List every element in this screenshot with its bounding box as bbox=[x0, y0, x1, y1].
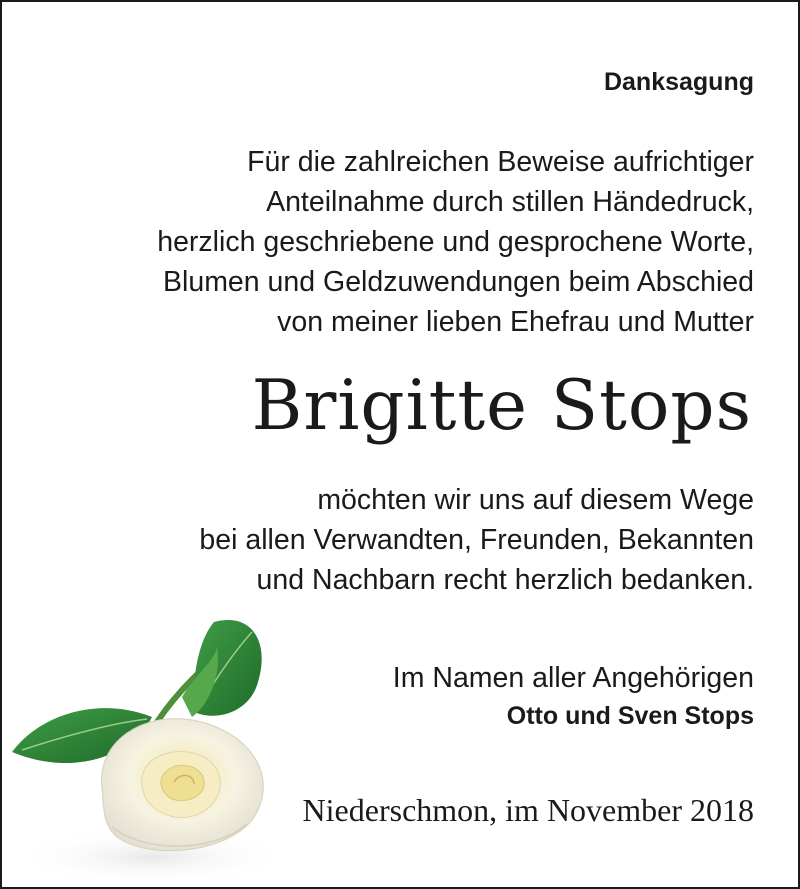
paragraph-line: und Nachbarn recht herzlich bedanken. bbox=[256, 564, 754, 596]
heading: Danksagung bbox=[603, 68, 754, 96]
paragraph-line: Blumen und Geldzuwendungen beim Abschied bbox=[163, 266, 754, 298]
paragraph-line: möchten wir uns auf diesem Wege bbox=[317, 484, 754, 516]
paragraph-line: Für die zahlreichen Beweise aufrichtiger bbox=[247, 146, 754, 178]
thanks-paragraph-2 bbox=[199, 480, 754, 600]
place-date: Niederschmon, im November 2018 bbox=[302, 792, 754, 828]
signature-intro: Im Namen aller Angehörigen bbox=[392, 662, 754, 694]
white-rose-icon bbox=[2, 602, 302, 888]
deceased-name: Brigitte Stops bbox=[251, 366, 752, 446]
paragraph-line: von meiner lieben Ehefrau und Mutter bbox=[277, 306, 754, 338]
paragraph-line: bei allen Verwandten, Freunden, Bekannten bbox=[199, 524, 754, 556]
paragraph-line: herzlich geschriebene und gesprochene Worte, bbox=[157, 226, 754, 258]
thanks-paragraph-1 bbox=[157, 142, 754, 342]
signature-names: Otto und Sven Stops bbox=[506, 702, 754, 730]
paragraph-line: Anteilnahme durch stillen Händedruck, bbox=[266, 186, 754, 218]
